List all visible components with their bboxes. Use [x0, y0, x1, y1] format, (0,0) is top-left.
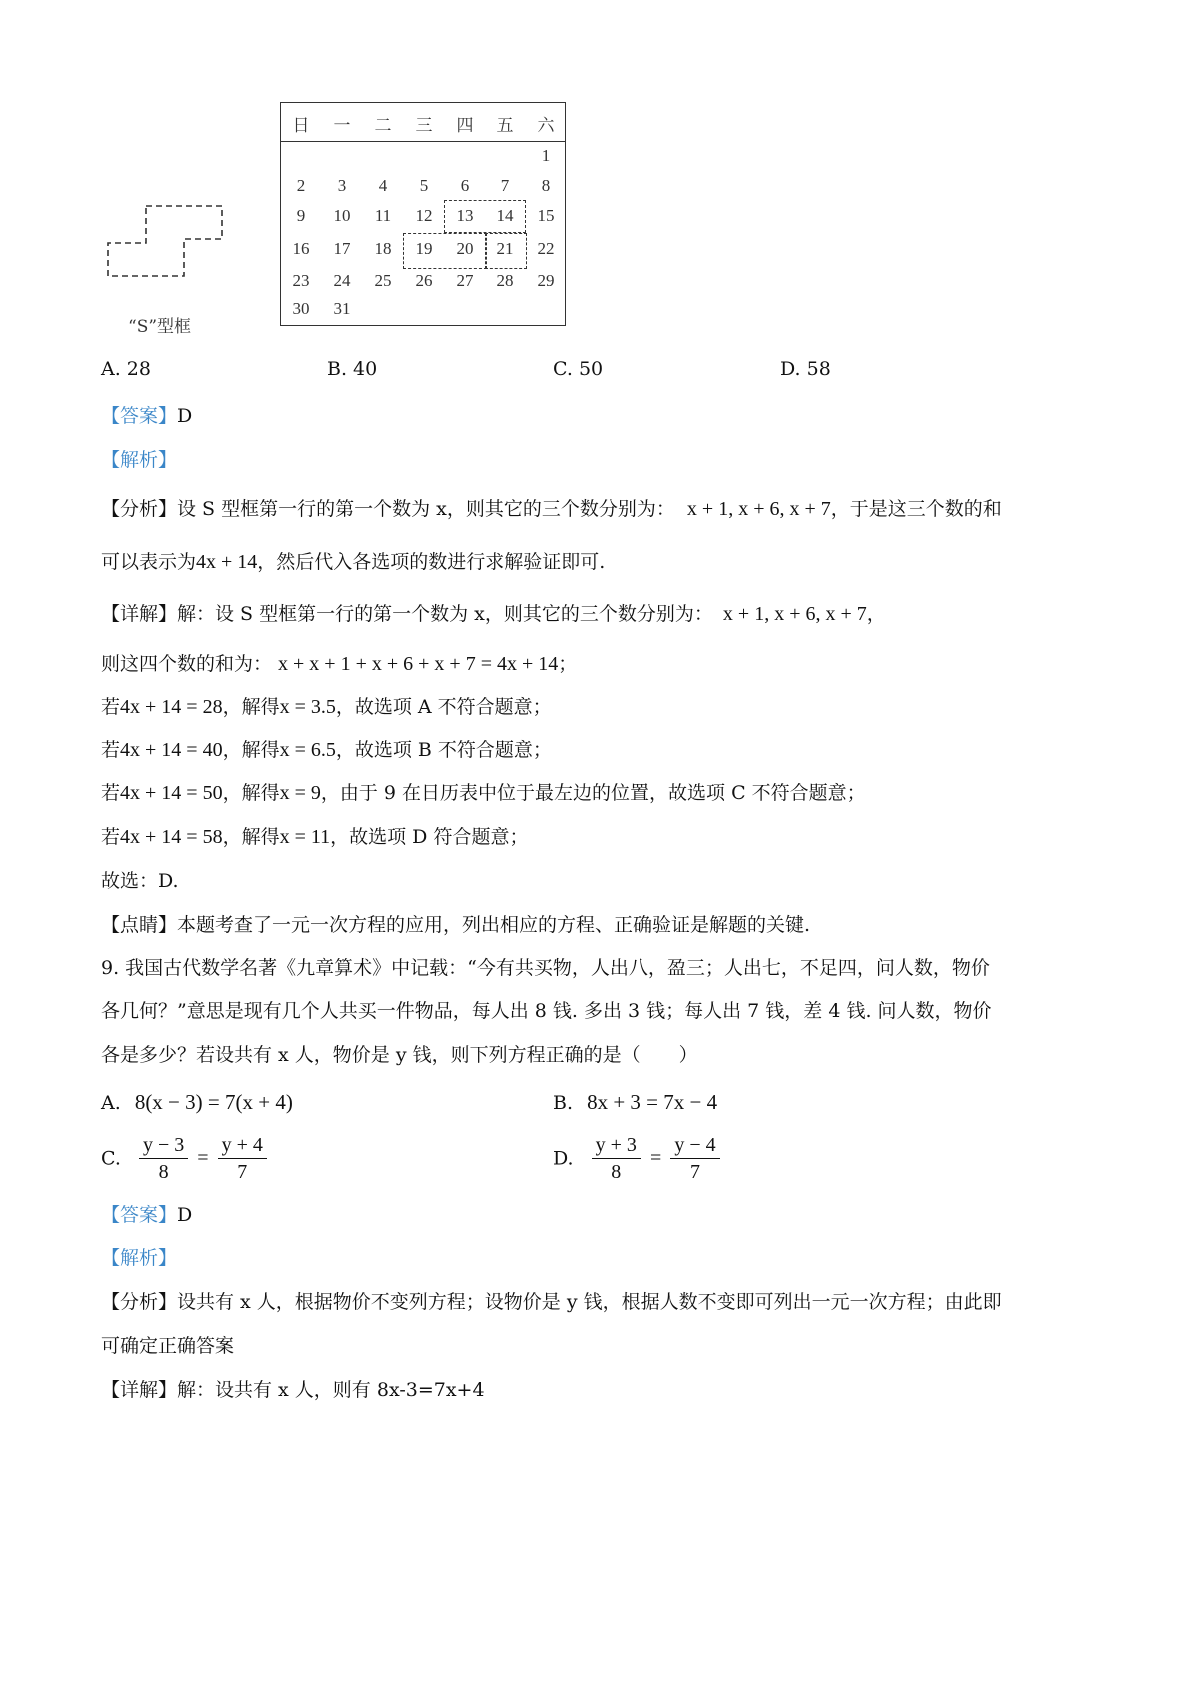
fraction-left — [592, 1132, 641, 1185]
q9-option-c — [101, 1132, 270, 1185]
calendar-day: 7 — [500, 176, 510, 195]
case-sol: x = 11 — [279, 826, 331, 848]
analysis-tag: 【解析】 — [101, 1247, 178, 1269]
calendar-day: 13 — [456, 206, 474, 225]
s-frame-outline — [108, 206, 222, 276]
calendar-weekday: 三 — [415, 116, 433, 135]
q8-option-b: B. 40 — [327, 358, 378, 380]
calendar-day: 29 — [537, 271, 555, 290]
q9-option-d — [553, 1132, 723, 1185]
calendar-weekday: 五 — [496, 116, 514, 135]
equals-sign: = — [197, 1147, 209, 1169]
case-line-1 — [101, 692, 552, 719]
calendar-day: 14 — [496, 206, 514, 225]
option-expr: 8(x − 3) = 7(x + 4) — [134, 1090, 293, 1114]
fraction-right — [218, 1132, 267, 1185]
numerator: y − 3 — [139, 1132, 188, 1159]
calendar-day: 23 — [292, 271, 310, 290]
xiangjie-end: ， — [866, 603, 886, 625]
q8-option-d: D. 58 — [780, 358, 831, 380]
q9-option-b — [553, 1090, 717, 1115]
case-eq: 4x + 14 = 58 — [120, 826, 223, 848]
numerator: y + 4 — [218, 1132, 267, 1159]
calendar-weekday: 日 — [292, 116, 310, 135]
answer-value: D — [177, 405, 193, 427]
calendar-s-frame-highlight — [403, 233, 487, 269]
fenxi-text: 设共有 x 人，根据物价不变列方程；设物价是 y 钱，根据人数不变即可列出一元一次方程；由此即 — [177, 1291, 1002, 1313]
case-line-2 — [101, 735, 552, 762]
denominator: 8 — [158, 1161, 169, 1183]
calendar-day: 1 — [541, 146, 551, 165]
s-frame-caption: “S”型框 — [128, 317, 192, 337]
q8-answer-line — [101, 401, 192, 428]
calendar-day: 26 — [415, 271, 433, 290]
q8-xiangjie-line1 — [101, 599, 886, 626]
calendar-day: 18 — [374, 239, 392, 258]
calendar-day: 15 — [537, 206, 555, 225]
dianjing-text: 本题考查了一元一次方程的应用，列出相应的方程、正确验证是解题的关键. — [177, 914, 811, 936]
calendar-day: 3 — [337, 176, 347, 195]
denominator: 7 — [237, 1161, 248, 1183]
calendar-day: 16 — [292, 239, 310, 258]
q9-xiangjie-line — [101, 1375, 485, 1402]
option-label: A. — [101, 1092, 121, 1114]
dianjing-tag: 【点睛】 — [101, 914, 178, 936]
calendar-day: 2 — [296, 176, 306, 195]
case-eq: 4x + 14 = 40 — [120, 739, 223, 761]
case-sol: x = 9 — [279, 782, 321, 804]
fenxi-expr-2: 4x + 14 — [196, 551, 258, 573]
case-sol: x = 6.5 — [279, 739, 336, 761]
calendar-day: 25 — [374, 271, 392, 290]
calendar-day: 8 — [541, 176, 551, 195]
fenxi-text: 设 S 型框第一行的第一个数为 x，则其它的三个数分别为： — [177, 498, 675, 520]
q8-fenxi-line2 — [101, 547, 605, 574]
case-mid: ，解得 — [222, 696, 280, 718]
q8-fenxi-line1 — [101, 494, 1002, 521]
case-post: ，故选项 D 符合题意； — [330, 826, 529, 848]
calendar-header-divider — [281, 141, 565, 142]
calendar-day: 30 — [292, 299, 310, 318]
analysis-tag: 【解析】 — [101, 449, 178, 471]
fenxi-expr: x + 1, x + 6, x + 7 — [686, 498, 831, 520]
answer-value: D — [177, 1204, 193, 1226]
calendar-day: 11 — [374, 206, 392, 225]
s-frame-figure — [104, 196, 229, 281]
fraction-right — [670, 1132, 719, 1185]
xiangjie-text: 解：设 S 型框第一行的第一个数为 x，则其它的三个数分别为： — [177, 603, 713, 625]
fraction-left — [139, 1132, 188, 1185]
fenxi-text-3: 可以表示为 — [101, 551, 197, 573]
fenxi-tag: 【分析】 — [101, 1291, 178, 1313]
xiangjie-tag: 【详解】 — [101, 603, 178, 625]
option-label: C. — [101, 1147, 121, 1170]
choose-line: 故选：D. — [101, 870, 179, 892]
calendar-weekday: 一 — [333, 116, 351, 135]
case-eq: 4x + 14 = 28 — [120, 696, 223, 718]
dianjing-line — [101, 910, 810, 937]
calendar-s-frame-highlight — [444, 200, 526, 233]
case-pre: 若 — [101, 782, 121, 804]
numerator: y − 4 — [670, 1132, 719, 1159]
case-line-3 — [101, 778, 866, 805]
sum-text: 则这四个数的和为： — [101, 653, 273, 675]
q8-option-c: C. 50 — [553, 358, 604, 380]
calendar-day: 12 — [415, 206, 433, 225]
fenxi-text-2: ，于是这三个数的和 — [830, 498, 1002, 520]
option-expr: 8x + 3 = 7x − 4 — [587, 1090, 718, 1114]
case-eq: 4x + 14 = 50 — [120, 782, 223, 804]
calendar-weekday: 四 — [456, 116, 474, 135]
equals-sign: = — [649, 1147, 662, 1169]
denominator: 8 — [611, 1161, 622, 1183]
q9-stem-line1: 9. 我国古代数学名著《九章算术》中记载：“今有共买物，人出八，盈三；人出七，不足四，问人数，物价 — [101, 957, 990, 979]
case-mid: ，解得 — [222, 739, 280, 761]
q9-fenxi-line2: 可确定正确答案 — [101, 1335, 235, 1357]
calendar-day: 31 — [333, 299, 351, 318]
calendar-day: 21 — [496, 239, 514, 258]
sum-expr: x + x + 1 + x + 6 + x + 7 = 4x + 14 — [278, 653, 559, 675]
case-line-4 — [101, 822, 528, 849]
case-pre: 若 — [101, 826, 121, 848]
case-mid: ，解得 — [222, 826, 280, 848]
q8-sum-line — [101, 649, 577, 676]
q9-option-a — [101, 1090, 293, 1115]
case-mid: ，解得 — [222, 782, 280, 804]
fenxi-tag: 【分析】 — [101, 498, 178, 520]
option-label: D. — [553, 1147, 574, 1170]
calendar-weekday: 二 — [374, 116, 392, 135]
calendar-s-frame-highlight — [485, 233, 527, 269]
xiangjie-expr: x + 1, x + 6, x + 7 — [722, 603, 867, 625]
q9-stem-line3: 各是多少？若设共有 x 人，物价是 y 钱，则下列方程正确的是（ ） — [101, 1044, 698, 1066]
calendar-day: 24 — [333, 271, 351, 290]
numerator: y + 3 — [592, 1132, 641, 1159]
fenxi-text-4: ，然后代入各选项的数进行求解验证即可. — [257, 551, 606, 573]
calendar-day: 10 — [333, 206, 351, 225]
calendar-day: 27 — [456, 271, 474, 290]
case-pre: 若 — [101, 739, 121, 761]
answer-tag: 【答案】 — [101, 405, 178, 427]
xiangjie-tag: 【详解】 — [101, 1379, 178, 1401]
calendar-day: 28 — [496, 271, 514, 290]
calendar-day: 22 — [537, 239, 555, 258]
calendar-day: 17 — [333, 239, 351, 258]
xiangjie-text: 解：设共有 x 人，则有 8x-3=7x+4 — [177, 1379, 485, 1401]
case-pre: 若 — [101, 696, 121, 718]
calendar-day: 5 — [419, 176, 429, 195]
case-post: ，由于 9 在日历表中位于最左边的位置，故选项 C 不符合题意； — [320, 782, 866, 804]
q8-option-a: A. 28 — [101, 358, 151, 380]
calendar-day: 4 — [378, 176, 388, 195]
case-post: ，故选项 A 不符合题意； — [335, 696, 552, 718]
answer-tag: 【答案】 — [101, 1204, 178, 1226]
calendar-day: 19 — [415, 239, 433, 258]
option-label: B. — [553, 1092, 574, 1114]
calendar-table — [280, 102, 566, 326]
sum-end: ； — [558, 653, 578, 675]
q9-answer-line — [101, 1200, 192, 1227]
calendar-weekday: 六 — [537, 116, 555, 135]
denominator: 7 — [689, 1161, 700, 1183]
case-post: ，故选项 B 不符合题意； — [335, 739, 552, 761]
calendar-day: 9 — [296, 206, 306, 225]
case-sol: x = 3.5 — [279, 696, 336, 718]
calendar-day: 6 — [460, 176, 470, 195]
q9-fenxi-line1 — [101, 1287, 1002, 1314]
q9-stem-line2: 各几何？”意思是现有几个人共买一件物品，每人出 8 钱. 多出 3 钱；每人出 7 钱，差 4 钱. 问人数，物价 — [101, 1000, 992, 1022]
calendar-day: 20 — [456, 239, 474, 258]
